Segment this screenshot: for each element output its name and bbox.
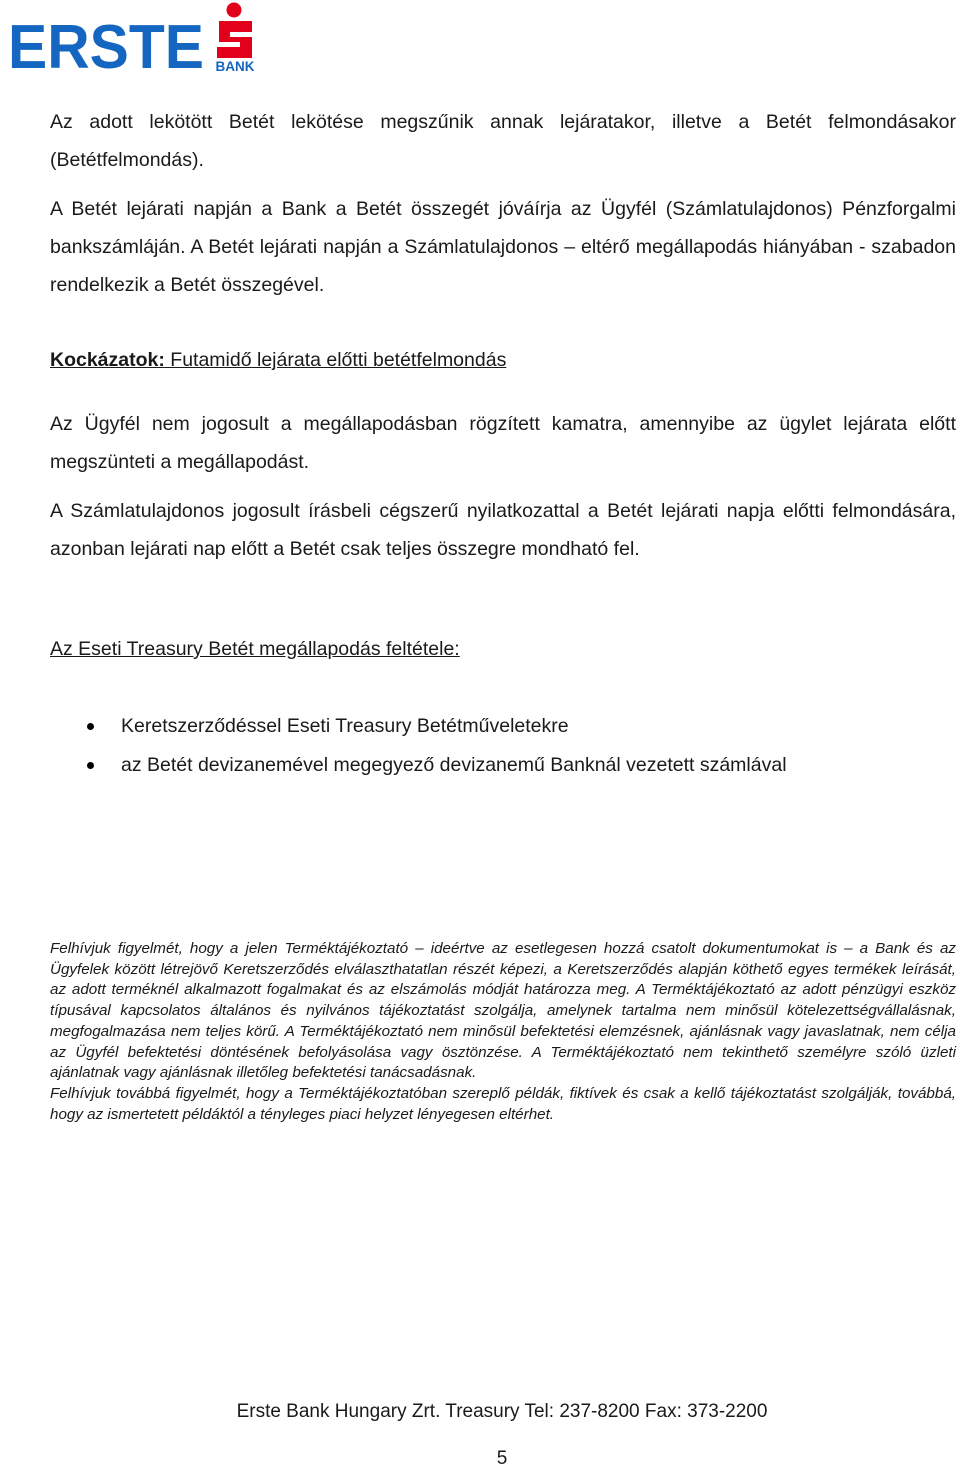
erste-bank-logo [8, 2, 260, 74]
paragraph-early-termination: A Számlatulajdonos jogosult írásbeli cégszerű nyilatkozattal a Betét lejárati napja előtti felmondására, azonban lejárati nap előtt a Betét csak teljes összegre mondható fel. [50, 500, 956, 560]
paragraph-interest-entitlement: Az Ügyfél nem jogosult a megállapodásban rögzített kamatra, amennyibe az ügylet lejárata előtt megszünteti a megállapodást. [50, 413, 956, 473]
risk-heading-label: Kockázatok: [50, 349, 165, 371]
risk-heading-text: Futamidő lejárata előtti betétfelmondás [164, 349, 507, 371]
page-number: 5 [496, 1448, 508, 1469]
paragraph-deposit-maturity: A Betét lejárati napján a Bank a Betét összegét jóváírja az Ügyfél (Számlatulajdonos) Pénzforgalmi bankszámláján. A Betét lejárati napján a Számlatulajdonos – eltérő megállapodás hiányában - szabadon rendelkezik a Betét összegével. [50, 198, 956, 296]
disclaimer-paragraph: Felhívjuk figyelmét, hogy a jelen Terméktájékoztató – ideértve az esetlegesen hozzá csatolt dokumentumokat is – a Bank és az Ügyfelek között létrejövő Keretszerződés elválaszthatatlan részét képezi, a Keretszerződés alapján köthető egyes termékek leírását, az adott terméknél alkalmazott fogalmakat és az elszámolás módját határozza meg. A Terméktájékoztató az adott pénzügyi eszköz típusával kapcsolatos általános és nyilvános tájékoztatást szolgálja, amelynek tartalma nem minősül kötelezettségvállalásnak, megfogalmazása nem teljes körű. A Terméktájékoztató nem minősül befektetési elemzésnek, ajánlásnak vagy javaslatnak, nem célja az Ügyfél befektetési döntésének befolyásolása vagy ösztönzése. A Terméktájékoztató nem tekinthető személyre szóló üzleti ajánlatnak vagy ajánlásnak illetőleg befektetési tanácsadásnak. [50, 940, 956, 1082]
condition-heading: Az Eseti Treasury Betét megállapodás feltétele: [50, 638, 460, 660]
paragraph-deposit-termination: Az adott lekötött Betét lekötése megszűnik annak lejáratakor, illetve a Betét felmondásakor (Betétfelmondás). [50, 111, 956, 171]
bullet-icon [87, 723, 94, 730]
list-item-text: az Betét devizanemével megegyező devizanemű Banknál vezetett számlával [121, 754, 787, 776]
risk-heading [50, 347, 506, 373]
s-logo-icon [217, 3, 252, 59]
bullet-icon [87, 762, 94, 769]
condition-list [0, 707, 960, 785]
disclaimer-paragraph: Felhívjuk továbbá figyelmét, hogy a Terméktájékoztatóban szereplő példák, fiktívek és csak a kellő tájékoztatást szolgálják, továbbá, hogy az ismertetett példáktól a tényleges piaci helyzet lényegesen eltérhet. [50, 1084, 956, 1123]
footer-contact: Erste Bank Hungary Zrt. Treasury Tel: 237-8200 Fax: 373-2200 [236, 1401, 768, 1422]
logo-subtitle: BANK [215, 59, 255, 74]
list-item [0, 746, 960, 785]
logo-graphic [8, 2, 260, 74]
disclaimer [50, 939, 956, 1125]
logo-wordmark: ERSTE [8, 13, 204, 74]
list-item-text: Keretszerződéssel Eseti Treasury Betétműveletekre [121, 715, 569, 737]
list-item [0, 707, 960, 746]
